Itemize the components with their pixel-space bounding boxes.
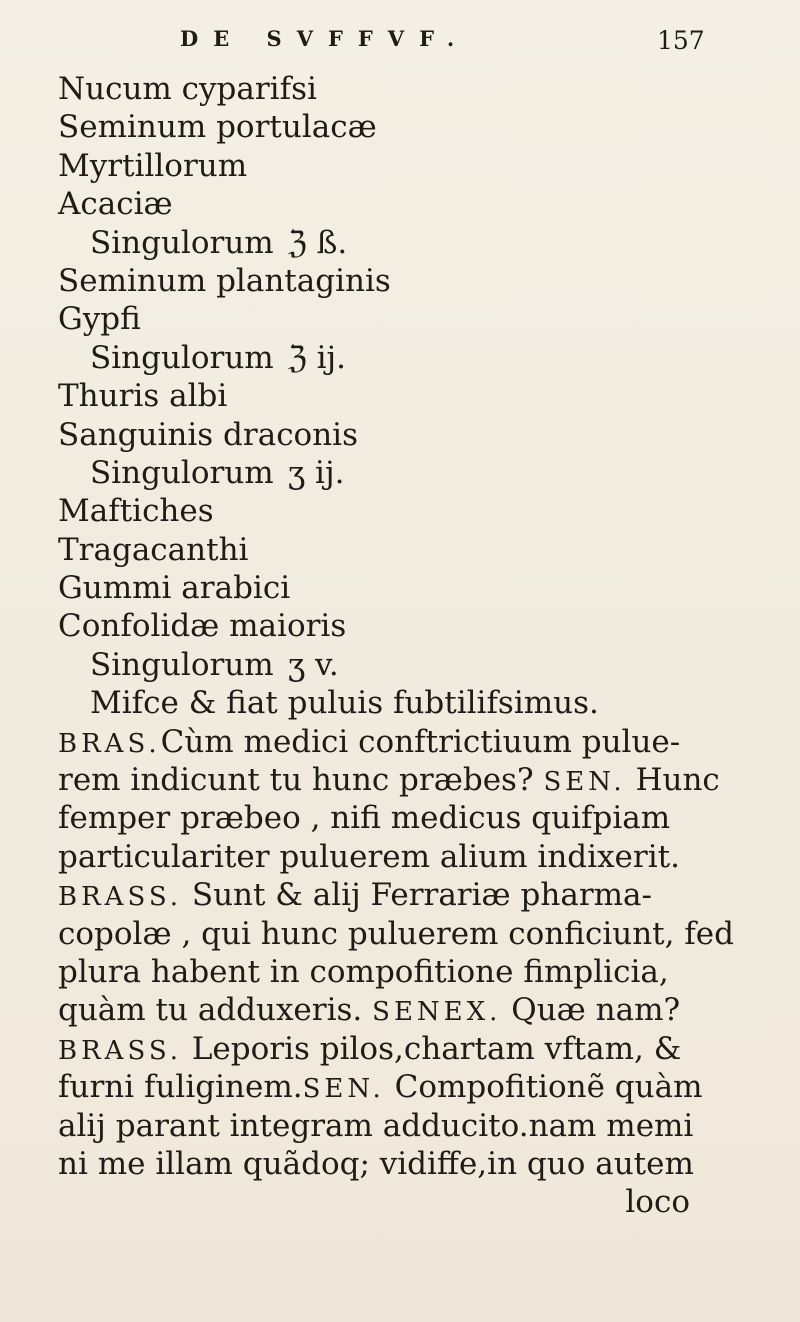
speaker-name: SEN. bbox=[543, 767, 626, 798]
recipe-dose-line: Singulorum ℨ ß. bbox=[90, 224, 348, 261]
recipe-line: Seminum portulacæ bbox=[58, 109, 377, 146]
page-text bbox=[58, 70, 748, 1222]
recipe-line: Tragacanthi bbox=[58, 531, 249, 568]
speaker-name: SEN. bbox=[302, 1074, 385, 1105]
catchword: loco bbox=[625, 1184, 690, 1221]
recipe-line: Gypfi bbox=[58, 301, 141, 338]
speaker-name: BRASS. bbox=[58, 882, 182, 913]
speaker-name: BRAS. bbox=[58, 728, 161, 759]
recipe-line: Acaciæ bbox=[58, 186, 173, 223]
recipe-line: Confolidæ maioris bbox=[58, 608, 347, 645]
recipe-line: Thuris albi bbox=[58, 378, 228, 415]
dose-measure: ʒ ij. bbox=[287, 454, 345, 491]
dialogue-line: plura habent in compofitione fimplicia, bbox=[58, 953, 669, 990]
recipe-dose-line: Singulorum ʒ ij. bbox=[90, 454, 345, 491]
running-title: DE SVFFVF. bbox=[180, 26, 470, 51]
recipe-instruction: Mifce & fiat puluis fubtilifsimus. bbox=[90, 685, 599, 722]
dose-measure: ℨ ß. bbox=[287, 224, 348, 261]
recipe-line: Nucum cyparifsi bbox=[58, 71, 317, 107]
dialogue-line: femper præbeo , nifi medicus quifpiam bbox=[58, 800, 671, 837]
recipe-dose-line: Singulorum ℨ ij. bbox=[90, 339, 347, 376]
dialogue-line: alij parant integram adducito.nam memi bbox=[58, 1107, 694, 1144]
dialogue-line: furni fuliginem.SEN. Compofitionẽ quàm bbox=[58, 1069, 703, 1106]
speaker-name: SENEX. bbox=[372, 997, 502, 1028]
dialogue-line: quàm tu adduxeris. SENEX. Quæ nam? bbox=[58, 992, 681, 1029]
dialogue-line: copolæ , qui hunc puluerem conficiunt, fed bbox=[58, 915, 734, 952]
recipe-line: Seminum plantaginis bbox=[58, 262, 391, 299]
recipe-line: Myrtillorum bbox=[58, 147, 248, 184]
page-number: 157 bbox=[657, 26, 705, 55]
recipe-dose-line: Singulorum ʒ v. bbox=[90, 646, 339, 683]
recipe-line: Maftiches bbox=[58, 493, 214, 530]
dose-measure: ʒ v. bbox=[287, 646, 339, 683]
dialogue-line: BRAS.Cùm medici conftrictiuum pulue- bbox=[58, 723, 681, 760]
dialogue-line: particulariter puluerem alium indixerit. bbox=[58, 838, 680, 875]
dialogue-line: BRASS. Sunt & alij Ferrariæ pharma- bbox=[58, 877, 652, 914]
speaker-name: BRASS. bbox=[58, 1035, 182, 1066]
dialogue-line: ni me illam quãdoq; vidiffe,in quo autem bbox=[58, 1145, 694, 1182]
dose-measure: ℨ ij. bbox=[287, 339, 347, 376]
dialogue-line: rem indicunt tu hunc præbes? SEN. Hunc bbox=[58, 762, 720, 799]
recipe-line: Gummi arabici bbox=[58, 570, 291, 607]
dialogue-line: BRASS. Leporis pilos,chartam vftam, & bbox=[58, 1030, 682, 1067]
recipe-line: Sanguinis draconis bbox=[58, 416, 359, 453]
